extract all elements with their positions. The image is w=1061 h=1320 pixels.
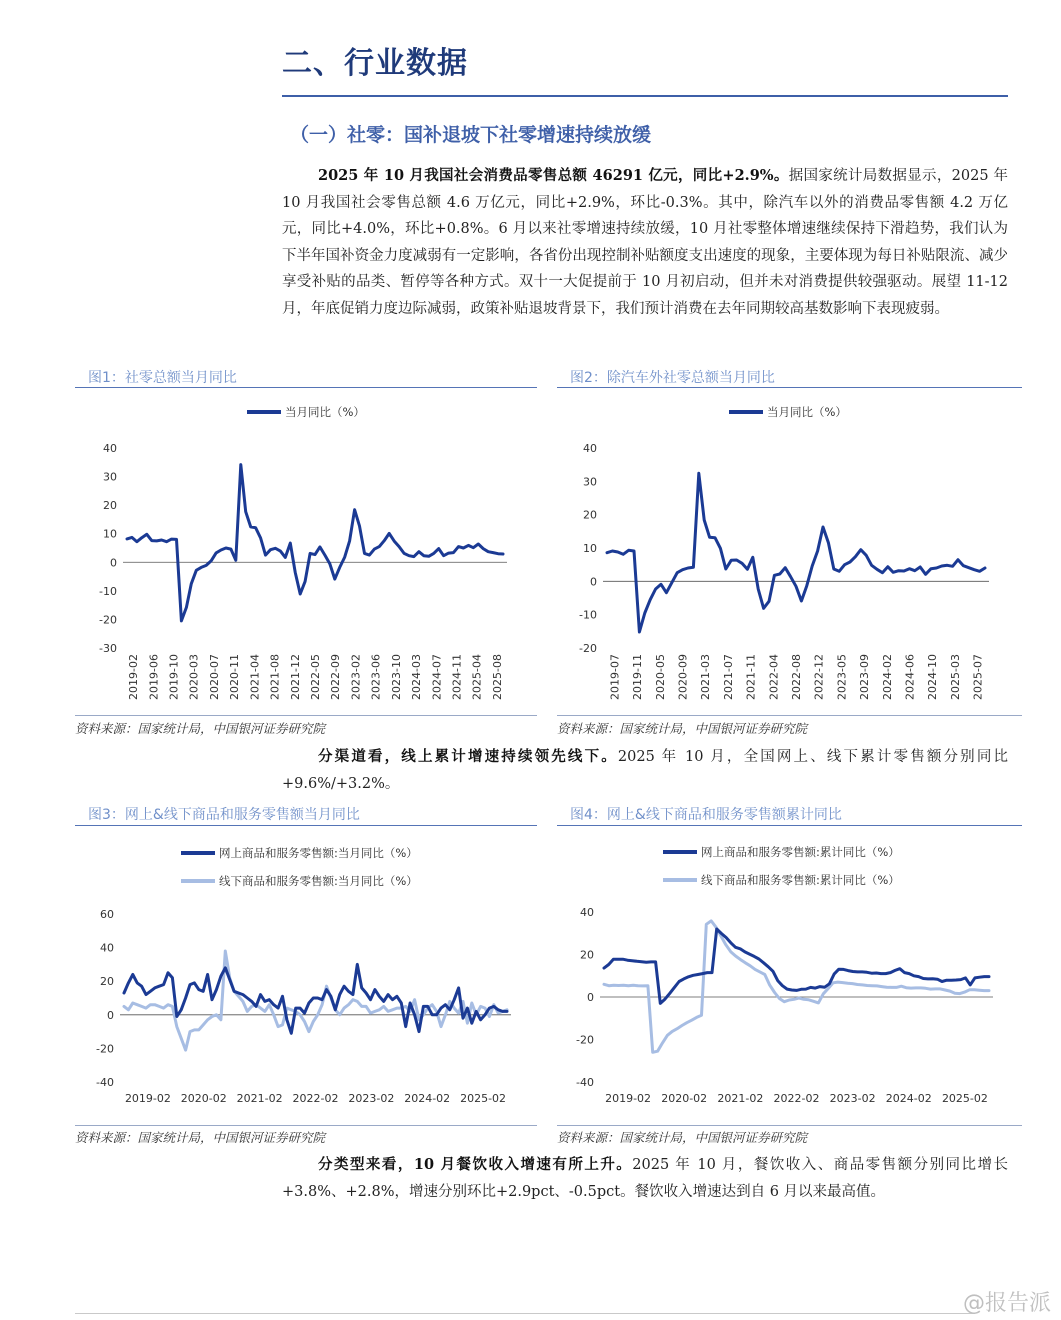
figure-4-chart <box>557 828 1022 1125</box>
y-tick-label: 40 <box>583 442 597 455</box>
x-tick-label: 2021-11 <box>744 654 758 700</box>
paragraph-3-lead: 分类型来看，10 月餐饮收入增速有所上升。 <box>318 1156 633 1173</box>
legend-label: 网上商品和服务零售额:当月同比（%） <box>219 846 418 860</box>
y-tick-label: 30 <box>103 470 117 484</box>
x-tick-label: 2019-11 <box>631 654 645 700</box>
paragraph-2-body: 2025 年 10 月，全国网上、线下累计零售额分别同比+9.6%/+3.2%。 <box>282 749 1008 792</box>
watermark: @报告派 <box>962 1291 1051 1316</box>
x-tick-label: 2022-02 <box>292 1092 339 1105</box>
x-tick-label: 2022-12 <box>812 654 826 700</box>
figure-1-chart <box>75 390 537 715</box>
x-tick-label: 2022-02 <box>773 1092 820 1105</box>
y-tick-label: -10 <box>99 584 117 598</box>
series-line-1 <box>604 929 989 1003</box>
x-tick-label: 2022-08 <box>790 654 803 700</box>
paragraph-3 <box>282 1152 1008 1205</box>
figure-2-title: 图2：除汽车外社零总额当月同比 <box>570 370 775 386</box>
section-rule <box>282 95 1008 97</box>
y-tick-label: -20 <box>96 1042 114 1056</box>
x-tick-label: 2020-07 <box>207 654 221 700</box>
legend-label: 线下商品和服务零售额:当月同比（%） <box>219 874 418 888</box>
x-tick-label: 2025-08 <box>490 654 504 700</box>
x-tick-label: 2019-07 <box>608 654 622 700</box>
y-tick-label: 0 <box>110 556 117 570</box>
y-tick-label: 40 <box>580 906 594 919</box>
y-tick-label: 20 <box>103 499 117 513</box>
x-tick-label: 2021-04 <box>248 654 262 700</box>
x-tick-label: 2020-03 <box>187 654 201 700</box>
x-tick-label: 2021-07 <box>721 654 735 700</box>
x-tick-label: 2025-02 <box>941 1092 988 1105</box>
x-tick-label: 2024-02 <box>880 654 894 700</box>
figure-1-source: 资料来源：国家统计局，中国银河证券研究院 <box>75 721 326 736</box>
x-tick-label: 2022-05 <box>309 654 322 700</box>
x-tick-label: 2024-07 <box>430 654 444 700</box>
y-tick-label: -30 <box>99 642 117 655</box>
x-tick-label: 2025-07 <box>971 654 985 700</box>
figure-4-bottom-rule <box>557 1125 1022 1126</box>
y-tick-label: 40 <box>103 442 117 455</box>
y-tick-label: 20 <box>583 508 597 522</box>
x-tick-label: 2023-06 <box>369 654 383 700</box>
x-tick-label: 2021-08 <box>268 654 282 700</box>
figure-1-top-rule <box>75 387 537 388</box>
legend-label: 网上商品和服务零售额:累计同比（%） <box>701 845 900 859</box>
y-tick-label: -20 <box>576 1033 594 1047</box>
x-tick-label: 2021-02 <box>717 1092 764 1105</box>
x-tick-label: 2023-02 <box>349 654 363 700</box>
figure-2-chart <box>557 390 1022 715</box>
x-tick-label: 2019-10 <box>167 654 181 700</box>
y-tick-label: -20 <box>99 613 117 627</box>
figure-1-bottom-rule <box>75 715 537 716</box>
x-tick-label: 2019-02 <box>605 1092 652 1105</box>
x-tick-label: 2023-09 <box>858 654 872 700</box>
figure-1-title: 图1：社零总额当月同比 <box>88 370 237 386</box>
series-line-1 <box>127 465 503 621</box>
series-line-1 <box>124 964 507 1033</box>
x-tick-label: 2022-09 <box>329 654 343 700</box>
x-tick-label: 2021-02 <box>236 1092 283 1105</box>
x-tick-label: 2019-06 <box>147 654 161 700</box>
paragraph-1 <box>282 163 1008 322</box>
section-heading: 二、行业数据 <box>282 46 468 81</box>
x-tick-label: 2023-02 <box>348 1092 395 1105</box>
legend-label: 当月同比（%） <box>767 405 847 419</box>
figure-2-source: 资料来源：国家统计局，中国银河证券研究院 <box>557 721 808 736</box>
figure-4-top-rule <box>557 825 1022 826</box>
y-tick-label: -40 <box>96 1076 114 1089</box>
x-tick-label: 2020-05 <box>653 654 667 700</box>
figure-4-source: 资料来源：国家统计局，中国银河证券研究院 <box>557 1130 808 1145</box>
paragraph-1-body: 据国家统计局数据显示，2025 年 10 月我国社会零售总额 4.6 万亿元，同比+2.9%，环比-0.3%。其中，除汽车以外的消费品零售额 4.2 万亿元，同比+4.0%，环比+0.8%。6 月以来社零增速持续放缓，10 月社零整体增速继续保持下滑趋势，我们认为下半年国补资金力度减弱有一定影响，各省份出现控制补贴额度支出速度的现象，主要体现为每日补贴限流、减少享受补贴的品类、暂停等各种方式。双十一大促提前于 10 月初启动，但并未对消费提供较强驱动。展望 11-12 月，年底促销力度边际减弱，政策补贴退坡背景下，我们预计消费在去年同期较高基数影响下表现疲弱。 <box>282 168 1008 317</box>
y-tick-label: 60 <box>100 908 114 921</box>
paragraph-1-lead: 2025 年 10 月我国社会消费品零售总额 46291 亿元，同比+2.9%。 <box>318 167 789 184</box>
x-tick-label: 2024-03 <box>410 654 424 700</box>
y-tick-label: 10 <box>103 527 117 541</box>
x-tick-label: 2025-04 <box>470 654 484 700</box>
x-tick-label: 2020-09 <box>676 654 690 700</box>
y-tick-label: -10 <box>579 608 597 622</box>
figure-2-bottom-rule <box>557 715 1022 716</box>
x-tick-label: 2024-06 <box>903 654 917 700</box>
y-tick-label: 30 <box>583 475 597 489</box>
series-line-2 <box>604 921 989 1052</box>
x-tick-label: 2019-02 <box>124 1092 171 1105</box>
x-tick-label: 2023-02 <box>829 1092 876 1105</box>
y-tick-label: 0 <box>107 1008 114 1022</box>
x-tick-label: 2025-02 <box>460 1092 507 1105</box>
x-tick-label: 2020-02 <box>661 1092 708 1105</box>
x-tick-label: 2020-11 <box>228 654 242 700</box>
x-tick-label: 2021-03 <box>699 654 713 700</box>
legend-label: 当月同比（%） <box>285 405 365 419</box>
series-line-1 <box>607 473 985 632</box>
subsection-heading: （一）社零：国补退坡下社零增速持续放缓 <box>290 124 652 146</box>
x-tick-label: 2024-10 <box>926 654 940 700</box>
x-tick-label: 2023-05 <box>835 654 849 700</box>
x-tick-label: 2024-02 <box>885 1092 932 1105</box>
y-tick-label: 20 <box>580 948 594 962</box>
legend-label: 线下商品和服务零售额:累计同比（%） <box>701 873 900 887</box>
y-tick-label: 0 <box>587 991 594 1004</box>
figure-4-title: 图4：网上&线下商品和服务零售额累计同比 <box>570 807 842 823</box>
figure-3-source: 资料来源：国家统计局，中国银河证券研究院 <box>75 1130 326 1145</box>
x-tick-label: 2024-02 <box>404 1092 451 1105</box>
x-tick-label: 2022-04 <box>767 654 781 700</box>
figure-3-chart <box>75 828 537 1125</box>
y-tick-label: -20 <box>579 642 597 655</box>
y-tick-label: 20 <box>100 975 114 989</box>
figure-3-bottom-rule <box>75 1125 537 1126</box>
paragraph-2 <box>282 744 1008 797</box>
x-tick-label: 2025-03 <box>948 654 962 700</box>
x-tick-label: 2021-12 <box>288 654 302 700</box>
series-line-2 <box>124 951 507 1050</box>
figure-3-title: 图3：网上&线下商品和服务零售额当月同比 <box>88 807 360 823</box>
x-tick-label: 2020-02 <box>180 1092 227 1105</box>
paragraph-2-lead: 分渠道看，线上累计增速持续领先线下。 <box>318 748 618 765</box>
figure-3-top-rule <box>75 825 537 826</box>
footer-rule <box>75 1313 975 1314</box>
y-tick-label: -40 <box>576 1076 594 1089</box>
x-tick-label: 2023-10 <box>389 654 403 700</box>
figure-2-top-rule <box>557 387 1022 388</box>
y-tick-label: 40 <box>100 941 114 955</box>
paragraph-3-body: 2025 年 10 月，餐饮收入、商品零售额分别同比增长+3.8%、+2.8%，增速分别环比+2.9pct、-0.5pct。餐饮收入增速达到自 6 月以来最高值。 <box>282 1157 1008 1200</box>
x-tick-label: 2024-11 <box>450 654 464 700</box>
x-tick-label: 2019-02 <box>127 654 141 700</box>
y-tick-label: 10 <box>583 542 597 555</box>
y-tick-label: 0 <box>590 575 597 589</box>
